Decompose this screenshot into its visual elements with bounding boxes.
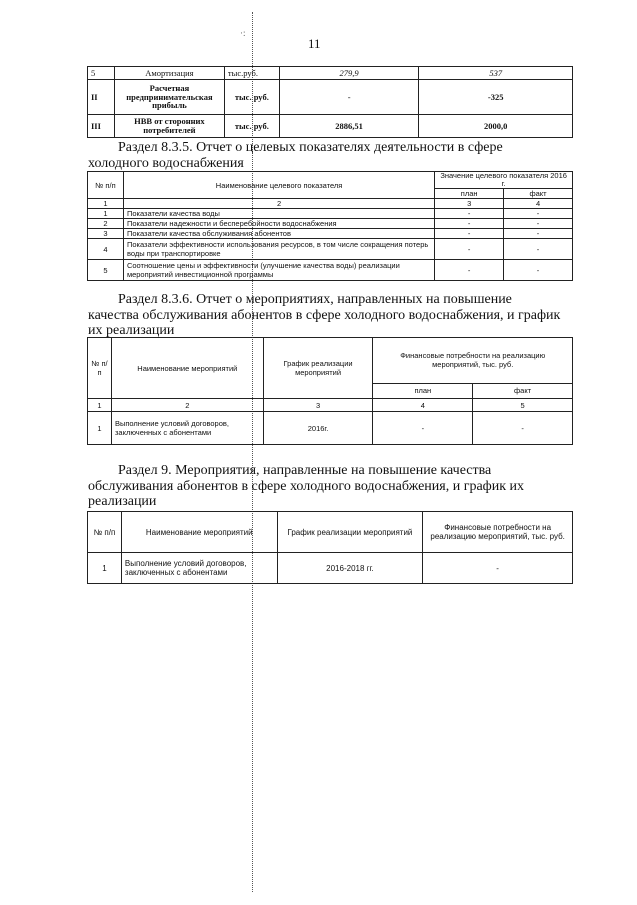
- row-name: Показатели надежности и бесперебойности водоснабжения: [123, 219, 434, 229]
- row-unit: тыс. руб.: [224, 80, 279, 115]
- row-plan: -: [373, 412, 473, 445]
- row-name: Показатели качества обслуживания абонентов: [123, 229, 434, 239]
- header-plan: план: [435, 189, 504, 199]
- table-header-row: [88, 512, 573, 553]
- row-unit: тыс.руб.: [224, 67, 279, 80]
- row-fact: -: [473, 412, 573, 445]
- header-name: Наименование целевого показателя: [123, 172, 434, 199]
- row-value-2: -325: [419, 80, 573, 115]
- index-cell: 3: [263, 399, 373, 412]
- header-fact: факт: [473, 383, 573, 398]
- heading-line: Раздел 9. Мероприятия, направленные на повышение качества: [118, 463, 492, 478]
- heading-line: качества обслуживания абонентов в сфере холодного водоснабжения, и график: [88, 307, 561, 323]
- index-cell: 2: [111, 399, 263, 412]
- header-value: Значение целевого показателя 2016 г.: [435, 172, 573, 189]
- row-number: 3: [88, 229, 124, 239]
- service-measures-table: [87, 337, 573, 445]
- heading-line: их реализации: [88, 323, 175, 338]
- table-row: [88, 80, 573, 115]
- row-number: III: [88, 115, 115, 138]
- header-schedule: График реализации мероприятий: [263, 338, 373, 399]
- row-value-2: 537: [419, 67, 573, 80]
- row-schedule: 2016-2018 гг.: [277, 553, 423, 584]
- row-value-1: 2886,51: [279, 115, 419, 138]
- header-name: Наименование мероприятий: [111, 338, 263, 399]
- row-plan: -: [435, 219, 504, 229]
- table-row: [88, 239, 573, 260]
- section-heading-9: [88, 463, 572, 510]
- row-name: НВВ от сторонних потребителей: [114, 115, 224, 138]
- measures-schedule-table: [87, 511, 573, 584]
- row-plan: -: [435, 260, 504, 281]
- section-heading-836: [88, 292, 572, 339]
- row-number: 1: [88, 412, 112, 445]
- index-cell: 3: [435, 199, 504, 209]
- section-heading-835: [88, 140, 572, 171]
- row-value-2: 2000,0: [419, 115, 573, 138]
- heading-line: холодного водоснабжения: [88, 155, 244, 171]
- row-value-1: 279,9: [279, 67, 419, 80]
- table-row: [88, 67, 573, 80]
- heading-line: Раздел 8.3.5. Отчет о целевых показателях деятельности в сфере: [118, 140, 503, 155]
- header-schedule: График реализации мероприятий: [277, 512, 423, 553]
- target-indicators-table: [87, 171, 573, 281]
- heading-line: Раздел 8.3.6. Отчет о мероприятиях, направленных на повышение: [118, 292, 512, 307]
- table-row: [88, 219, 573, 229]
- table-header-row: [88, 338, 573, 384]
- row-plan: -: [435, 239, 504, 260]
- index-cell: 4: [504, 199, 573, 209]
- row-fact: -: [504, 239, 573, 260]
- table-index-row: [88, 399, 573, 412]
- row-value-1: -: [279, 80, 419, 115]
- row-plan: -: [435, 229, 504, 239]
- row-name: Показатели качества воды: [123, 209, 434, 219]
- table-index-row: [88, 199, 573, 209]
- table-row: [88, 260, 573, 281]
- row-number: 2: [88, 219, 124, 229]
- row-name: Выполнение условий договоров, заключенных с абонентами: [121, 553, 277, 584]
- row-fact: -: [504, 219, 573, 229]
- header-num: № п/п: [88, 172, 124, 199]
- page-number: 11: [308, 36, 321, 51]
- heading-line: обслуживания абонентов в сфере холодного водоснабжения, и график их: [88, 478, 525, 494]
- finance-table-continuation: [87, 66, 573, 138]
- row-name: Выполнение условий договоров, заключенных с абонентами: [111, 412, 263, 445]
- scan-mark: ·:: [240, 28, 246, 38]
- header-finance: Финансовые потребности на реализацию мероприятий, тыс. руб.: [373, 338, 573, 384]
- table-row: [88, 209, 573, 219]
- index-cell: 5: [473, 399, 573, 412]
- row-finance: -: [423, 553, 573, 584]
- heading-line: реализации: [88, 494, 157, 509]
- index-cell: 4: [373, 399, 473, 412]
- table-header-row: [88, 172, 573, 189]
- row-number: 5: [88, 67, 115, 80]
- row-fact: -: [504, 260, 573, 281]
- table-row: [88, 553, 573, 584]
- index-cell: 1: [88, 199, 124, 209]
- row-schedule: 2016г.: [263, 412, 373, 445]
- row-name: Показатели эффективности использования ресурсов, в том числе сокращения потерь воды при транспортировке: [123, 239, 434, 260]
- header-num: № п/п: [88, 512, 122, 553]
- index-cell: 2: [123, 199, 434, 209]
- row-name: Амортизация: [114, 67, 224, 80]
- header-finance: Финансовые потребности на реализацию мероприятий, тыс. руб.: [423, 512, 573, 553]
- row-number: 5: [88, 260, 124, 281]
- header-plan: план: [373, 383, 473, 398]
- table-row: [88, 412, 573, 445]
- row-fact: -: [504, 209, 573, 219]
- index-cell: 1: [88, 399, 112, 412]
- row-name: Расчетная предпринимательская прибыль: [114, 80, 224, 115]
- header-name: Наименование мероприятий: [121, 512, 277, 553]
- row-number: 1: [88, 553, 122, 584]
- row-number: II: [88, 80, 115, 115]
- table-row: [88, 229, 573, 239]
- row-fact: -: [504, 229, 573, 239]
- row-plan: -: [435, 209, 504, 219]
- row-number: 1: [88, 209, 124, 219]
- table-row: [88, 115, 573, 138]
- header-num: № п/п: [88, 338, 112, 399]
- row-name: Соотношение цены и эффективности (улучшение качества воды) реализации мероприятий инвестиционной программы: [123, 260, 434, 281]
- row-unit: тыс. руб.: [224, 115, 279, 138]
- header-fact: факт: [504, 189, 573, 199]
- row-number: 4: [88, 239, 124, 260]
